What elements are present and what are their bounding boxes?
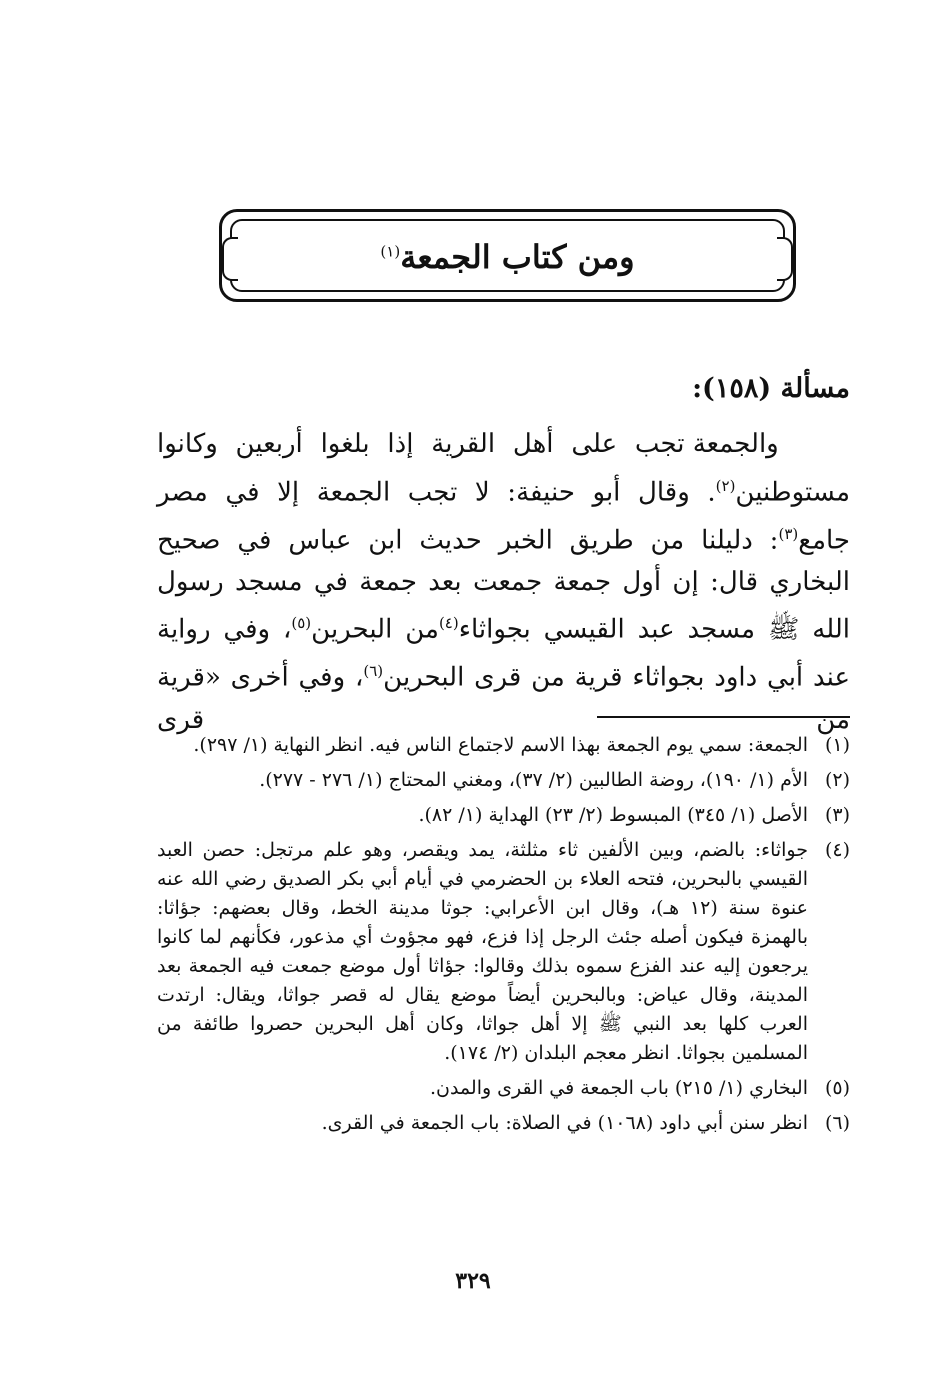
footnote-number: (٢) <box>824 769 850 791</box>
body-segment: من البحرين <box>311 614 439 645</box>
footnote-text: الأصل (١/ ٣٤٥) المبسوط (٢/ ٢٣) الهداية (١/ ٨٢). <box>418 804 808 826</box>
footnote-ref: (٢) <box>715 476 736 495</box>
body-segment: ، وفي أخرى «قرية من قرى <box>157 663 850 735</box>
footnote-number: (٣) <box>824 804 850 826</box>
footnote-separator <box>597 716 850 718</box>
footnote-item <box>157 801 850 830</box>
footnote-ref: (٦) <box>363 662 384 681</box>
footnotes <box>157 731 850 1144</box>
chapter-title-footnote-ref: (١) <box>380 242 401 261</box>
footnote-ref: (٥) <box>291 614 312 633</box>
body-paragraph <box>157 424 850 741</box>
footnote-text: جواثاء: بالضم، وبين الألفين ثاء مثلثة، يمد ويقصر، وهو علم مرتجل: حصن العبد القيسي بالبحرين، فتحه العلاء بن الحضرمي في أيام أبي بكر الصديق رضي الله عنه عنوة سنة (١٢ هـ)، وقال ابن الأعرابي: جوثا مدينة الخط، وقال بعضهم: جؤاثا: بالهمزة فيكون أصله جئث الرجل إذا فزع، فهو مجؤوث أي مذعور، فكأنهم لما كانوا يرجعون إليه عند الفزع سموه بذلك وقالوا: جؤاثا أول موضع جمعت فيه الجمعة بعد المدينة، وقال عياض: وبالبحرين أيضاً موضع يقال له قصر جواثا، ويقال: ارتدت العرب كلها بعد النبي ﷺ إلا أهل جواثا، وكان أهل البحرين حصروا طائفة من المسلمين بجواثا. انظر معجم البلدان (٢/ ١٧٤). <box>157 839 808 1064</box>
body-segment: . وقال أبو حنيفة: لا تجب الجمعة إلا في مصر جامع <box>157 477 850 556</box>
page-number: ٣٢٩ <box>455 1268 491 1294</box>
chapter-title <box>222 238 793 276</box>
footnote-item <box>157 731 850 760</box>
footnote-item <box>157 836 850 1068</box>
body-segment: ، وفي رواية عند أبي داود بجواثاء قرية من قرى البحرين <box>157 614 850 694</box>
body-segment: والجمعة تجب على أهل القرية إذا بلغوا أربعين وكانوا مستوطنين <box>157 429 850 508</box>
footnote-ref: (٣) <box>778 524 799 543</box>
footnote-number: (٤) <box>824 839 850 861</box>
footnote-number: (٥) <box>824 1077 850 1099</box>
issue-heading: مسألة (١٥٨): <box>692 373 850 404</box>
footnote-ref: (٤) <box>438 614 459 633</box>
body-segment: : دليلنا من طريق الخبر حديث ابن عباس في صحيح البخاري قال: إن أول جمعة جمعت بعد جمعة في مسجد رسول الله ﷺ مسجد عبد القيسي بجواثاء <box>157 525 850 645</box>
footnote-item <box>157 1074 850 1103</box>
footnote-text: البخاري (١/ ٢١٥) باب الجمعة في القرى والمدن. <box>429 1077 808 1099</box>
footnote-text: انظر سنن أبي داود (١٠٦٨) في الصلاة: باب الجمعة في القرى. <box>321 1112 808 1134</box>
footnote-text: الأم (١/ ١٩٠)، روضة الطالبين (٢/ ٣٧)، ومغني المحتاج (١/ ٢٧٦ - ٢٧٧). <box>259 769 808 791</box>
footnote-item <box>157 766 850 795</box>
chapter-title-frame <box>219 209 796 302</box>
footnote-number: (١) <box>824 734 850 756</box>
footnote-number: (٦) <box>824 1112 850 1134</box>
footnote-item <box>157 1109 850 1138</box>
footnote-text: الجمعة: سمي يوم الجمعة بهذا الاسم لاجتماع الناس فيه. انظر النهاية (١/ ٢٩٧). <box>193 734 808 756</box>
chapter-title-text: ومن كتاب الجمعة <box>400 238 635 276</box>
